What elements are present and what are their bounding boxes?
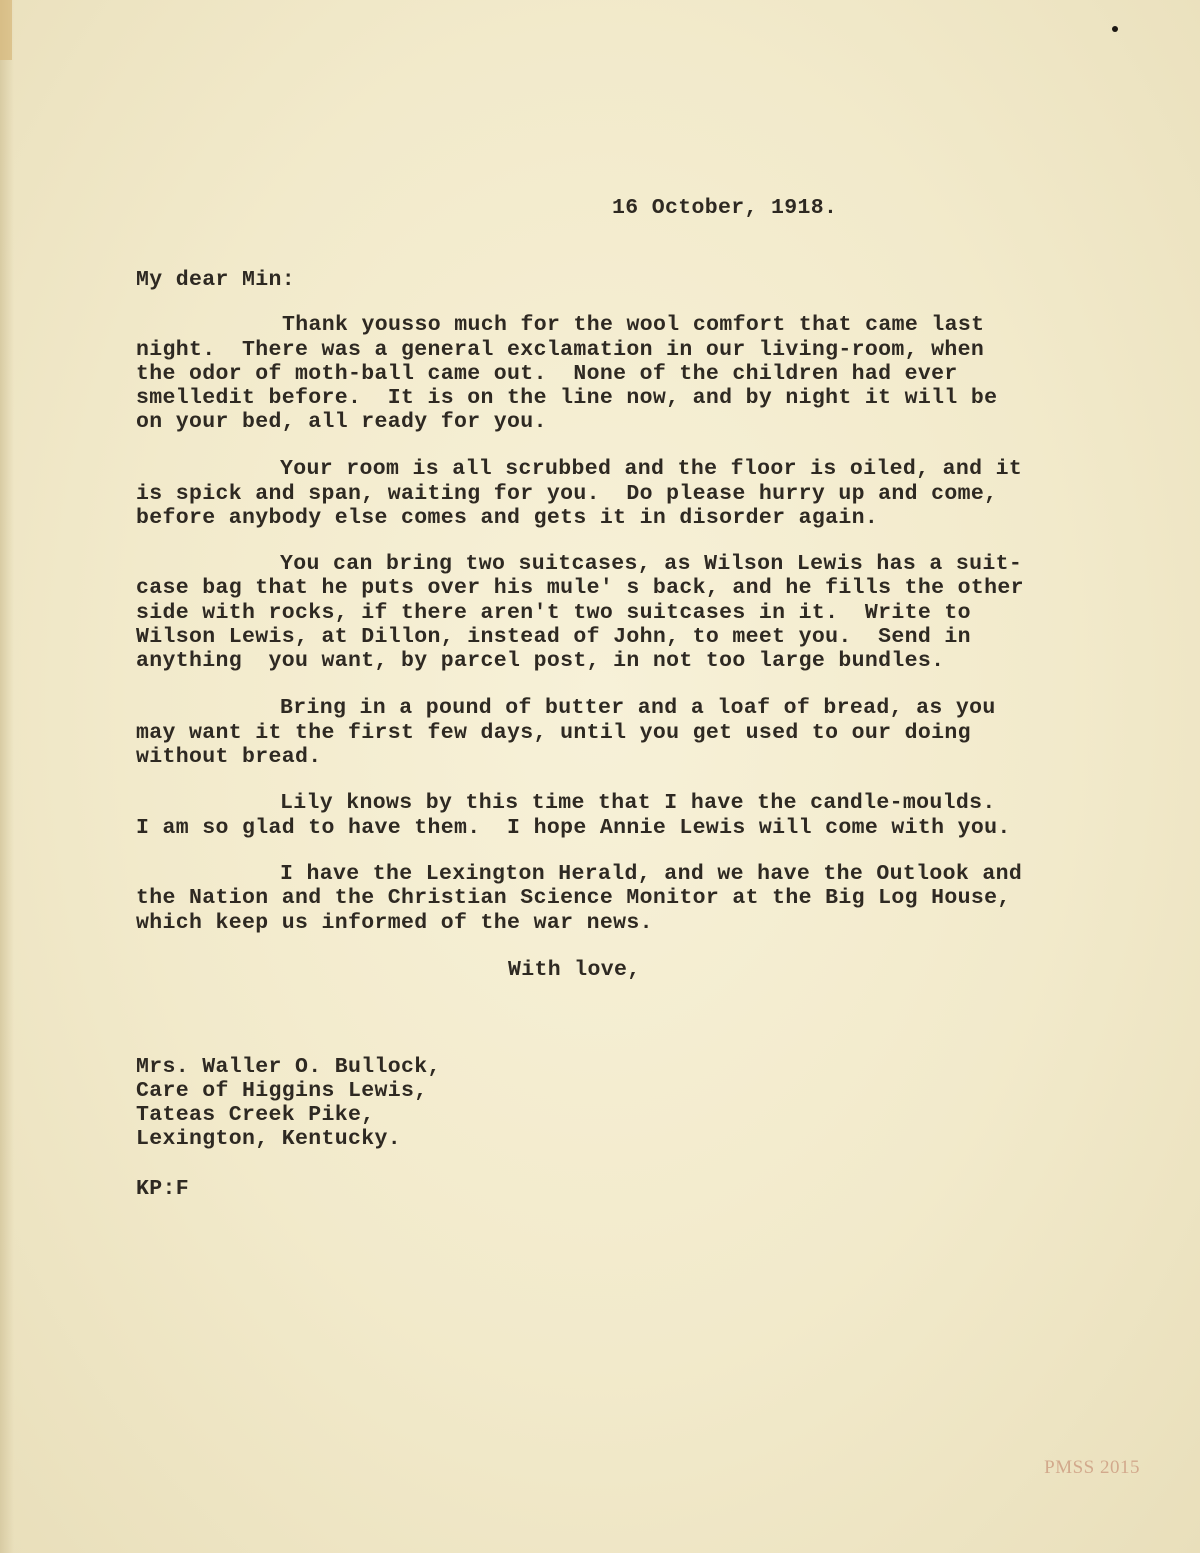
paragraph-line: the odor of moth-ball came out. None of the children had ever <box>136 362 958 386</box>
address-line: Care of Higgins Lewis, <box>136 1079 428 1103</box>
typist-initials: KP:F <box>136 1177 190 1201</box>
paragraph-line: Wilson Lewis, at Dillon, instead of John, to meet you. Send in <box>136 625 971 649</box>
letter-date: 16 October, 1918. <box>612 196 838 220</box>
salutation: My dear Min: <box>136 268 296 292</box>
paragraph-line: side with rocks, if there aren't two suitcases in it. Write to <box>136 601 971 625</box>
ink-dot <box>1112 26 1118 32</box>
paragraph-line: the Nation and the Christian Science Monitor at the Big Log House, <box>136 886 1011 910</box>
paragraph-line: You can bring two suitcases, as Wilson Lewis has a suit- <box>280 552 1023 576</box>
archive-watermark: PMSS 2015 <box>1044 1457 1140 1478</box>
paragraph-line: on your bed, all ready for you. <box>136 410 547 434</box>
paragraph-line: night. There was a general exclamation in our living-room, when <box>136 338 985 362</box>
paragraph-line: Thank yousso much for the wool comfort that came last <box>282 313 985 337</box>
paragraph-line: may want it the first few days, until you get used to our doing <box>136 721 971 745</box>
paper-edge <box>0 0 14 1553</box>
paragraph-line: I am so glad to have them. I hope Annie Lewis will come with you. <box>136 816 1011 840</box>
paragraph-line: Lily knows by this time that I have the candle-moulds. <box>280 791 996 815</box>
paragraph-line: which keep us informed of the war news. <box>136 911 653 935</box>
paragraph-line: smelledit before. It is on the line now, and by night it will be <box>136 386 998 410</box>
address-line: Mrs. Waller O. Bullock, <box>136 1055 441 1079</box>
closing: With love, <box>508 958 641 982</box>
address-line: Tateas Creek Pike, <box>136 1103 375 1127</box>
paragraph-line: is spick and span, waiting for you. Do please hurry up and come, <box>136 482 998 506</box>
address-line: Lexington, Kentucky. <box>136 1127 402 1151</box>
paragraph-line: Your room is all scrubbed and the floor is oiled, and it <box>280 457 1023 481</box>
paragraph-line: Bring in a pound of butter and a loaf of bread, as you <box>280 696 996 720</box>
paragraph-line: I have the Lexington Herald, and we have the Outlook and <box>280 862 1023 886</box>
paragraph-line: anything you want, by parcel post, in not too large bundles. <box>136 649 945 673</box>
paragraph-line: before anybody else comes and gets it in disorder again. <box>136 506 879 530</box>
paragraph-line: case bag that he puts over his mule' s back, and he fills the other <box>136 576 1024 600</box>
paper-tab-mark <box>0 0 12 60</box>
paragraph-line: without bread. <box>136 745 322 769</box>
